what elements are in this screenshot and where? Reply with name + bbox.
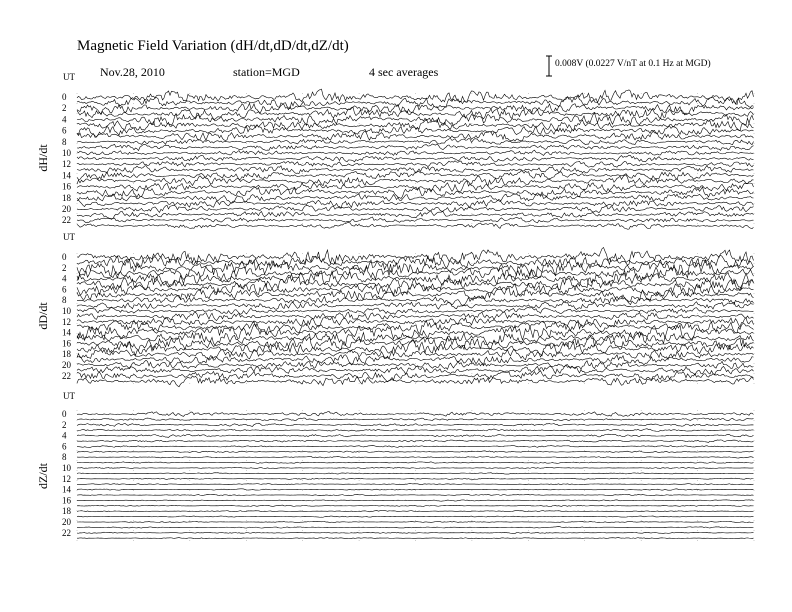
hour-tick-label: 22 <box>62 215 71 226</box>
hour-tick-label: 6 <box>62 284 67 295</box>
hour-tick-label: 10 <box>62 148 71 158</box>
panel-ylabel: dH/dt <box>36 144 50 172</box>
panel-ylabel: dD/dt <box>36 302 50 330</box>
trace-line <box>77 473 754 474</box>
hour-tick-label: 10 <box>62 463 71 473</box>
trace-line <box>77 521 754 522</box>
hour-tick-label: 20 <box>62 360 71 370</box>
trace-line <box>77 144 754 151</box>
hour-tick-label: 16 <box>62 181 71 192</box>
trace-line <box>77 456 754 458</box>
trace-line <box>77 423 754 426</box>
trace-line <box>77 484 754 485</box>
hour-tick-label: 6 <box>62 441 67 452</box>
hour-tick-label: 16 <box>62 495 71 506</box>
hour-tick-label: 8 <box>62 136 67 147</box>
hour-tick-label: 22 <box>62 527 71 538</box>
trace-line <box>77 451 754 453</box>
hour-tick-label: 14 <box>62 327 71 338</box>
trace-line <box>77 320 754 334</box>
hour-tick-label: 20 <box>62 204 71 214</box>
hour-tick-label: 8 <box>62 452 67 463</box>
trace-line <box>77 312 754 321</box>
hour-tick-label: 8 <box>62 295 67 306</box>
hour-tick-label: 18 <box>62 349 71 360</box>
hour-tick-label: 18 <box>62 506 71 517</box>
trace-line <box>77 155 754 162</box>
hour-tick-label: 0 <box>62 252 67 262</box>
trace-line <box>77 376 754 387</box>
hour-tick-label: 22 <box>62 370 71 381</box>
date-label: Nov.28, 2010 <box>100 65 165 79</box>
trace-line <box>77 205 754 212</box>
trace-line <box>77 247 754 265</box>
hour-tick-label: 12 <box>62 316 71 327</box>
scale-bar-label: 0.008V (0.0227 V/nT at 0.1 Hz at MGD) <box>555 59 711 69</box>
hour-tick-label: 6 <box>62 125 67 136</box>
hour-tick-label: 2 <box>62 262 67 273</box>
trace-line <box>77 516 754 517</box>
trace-line <box>77 130 754 141</box>
trace-line <box>77 494 754 495</box>
hour-tick-label: 4 <box>62 273 67 284</box>
trace-line <box>77 150 754 155</box>
hour-tick-label: 18 <box>62 192 71 203</box>
hour-tick-label: 14 <box>62 170 71 181</box>
scale-bar-icon <box>546 56 552 76</box>
trace-line <box>77 505 754 506</box>
panel-1 <box>36 72 754 230</box>
trace-line <box>77 538 754 539</box>
hour-tick-label: 4 <box>62 430 67 441</box>
trace-line <box>77 211 754 219</box>
chart-title: Magnetic Field Variation (dH/dt,dD/dt,dZ/dt) <box>77 38 349 54</box>
hour-tick-label: 2 <box>62 103 67 114</box>
hour-tick-label: 12 <box>62 473 71 484</box>
trace-line <box>77 445 754 447</box>
hour-tick-label: 10 <box>62 306 71 316</box>
hour-tick-label: 20 <box>62 517 71 527</box>
trace-line <box>77 527 754 529</box>
trace-line <box>77 199 754 208</box>
hour-tick-label: 12 <box>62 159 71 170</box>
trace-line <box>77 181 754 192</box>
station-label: station=MGD <box>233 65 300 79</box>
trace-line <box>77 217 754 223</box>
panel-2 <box>36 232 754 387</box>
hour-tick-label: 16 <box>62 338 71 349</box>
hour-tick-label: 2 <box>62 419 67 430</box>
trace-line <box>77 175 754 186</box>
hour-tick-label: 4 <box>62 114 67 125</box>
hour-tick-label: 14 <box>62 484 71 495</box>
trace-line <box>77 532 754 533</box>
trace-line <box>77 125 754 137</box>
trace-line <box>77 478 754 479</box>
trace-line <box>77 462 754 464</box>
trace-line <box>77 119 754 131</box>
ut-label: UT <box>63 391 75 401</box>
panel-3 <box>36 391 754 542</box>
ut-label: UT <box>63 72 75 82</box>
hour-tick-label: 0 <box>62 409 67 419</box>
ut-label: UT <box>63 232 75 242</box>
trace-line <box>77 434 754 437</box>
trace-line <box>77 412 754 417</box>
trace-line <box>77 467 754 468</box>
hour-tick-label: 0 <box>62 92 67 102</box>
averaging-label: 4 sec averages <box>369 65 439 79</box>
trace-line <box>77 194 754 203</box>
trace-line <box>77 302 754 310</box>
panel-ylabel: dZ/dt <box>36 463 50 489</box>
